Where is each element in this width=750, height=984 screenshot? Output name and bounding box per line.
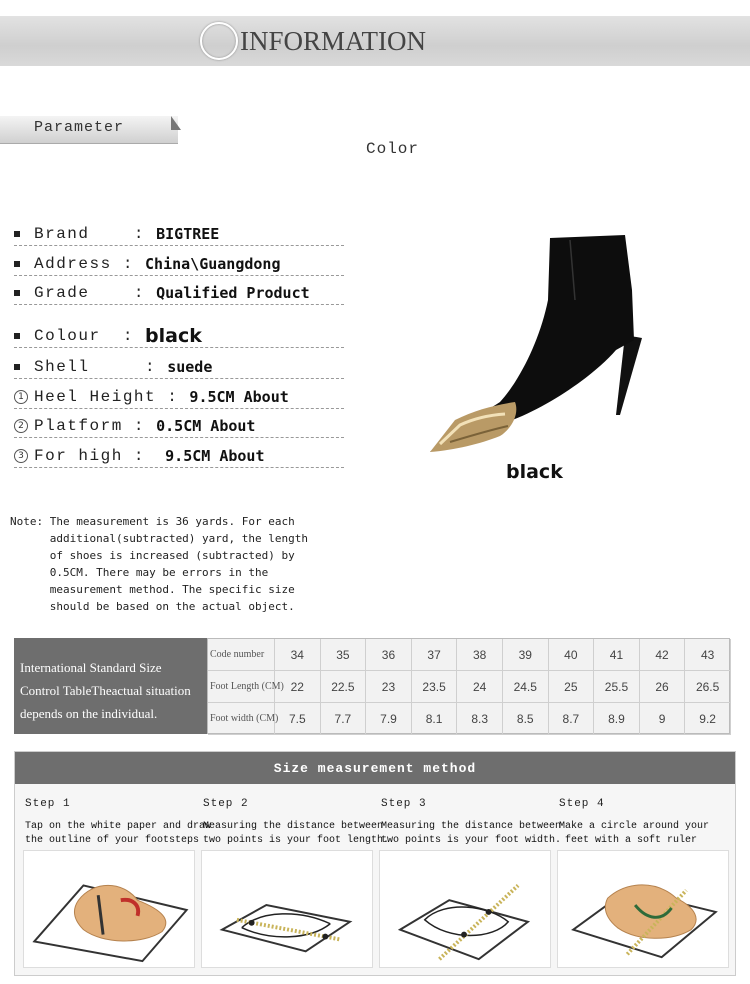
step-title: Step 1	[25, 798, 71, 810]
spec-key: Colour :	[34, 326, 146, 345]
size-row	[208, 639, 731, 671]
spec-row-address	[14, 252, 344, 276]
spec-value: 9.5CM About	[189, 387, 289, 406]
note-line: of shoes is increased (subtracted) by	[10, 549, 295, 562]
banner-circle-icon	[200, 22, 238, 60]
step-4-image	[557, 850, 729, 968]
size-cell: 43	[685, 639, 731, 670]
spec-value: BIGTREE	[156, 224, 220, 243]
caption-line: depends on the individual.	[20, 706, 158, 721]
size-cell: 7.9	[366, 703, 412, 734]
size-cell: 9	[640, 703, 686, 734]
measurement-note	[10, 513, 320, 615]
caption-line: International Standard Size	[20, 660, 162, 675]
size-cell: 8.7	[549, 703, 595, 734]
size-cell: 8.9	[594, 703, 640, 734]
number-2-icon: 2	[14, 419, 28, 433]
size-cell: 26.5	[685, 671, 731, 702]
spec-row-for-high	[14, 444, 344, 468]
size-cell: 8.3	[457, 703, 503, 734]
size-table	[14, 638, 730, 734]
parameter-tab-corner	[171, 116, 181, 130]
size-cell: 34	[275, 639, 321, 670]
spec-key: Address :	[34, 254, 146, 273]
number-1-icon: 1	[14, 390, 28, 404]
step-description: Tap on the white paper and draw the outline of your footsteps	[25, 821, 212, 846]
size-cell: 24.5	[503, 671, 549, 702]
color-label: Color	[366, 140, 420, 158]
step-title: Step 4	[559, 798, 605, 810]
size-cell: 7.5	[275, 703, 321, 734]
bullet-icon	[14, 231, 20, 237]
bullet-icon	[14, 290, 20, 296]
size-measurement-section	[14, 751, 736, 976]
spec-value: 0.5CM About	[156, 416, 256, 435]
size-cell: 39	[503, 639, 549, 670]
size-cell: 26	[640, 671, 686, 702]
size-cell: 42	[640, 639, 686, 670]
step-title: Step 2	[203, 798, 249, 810]
size-cell: 9.2	[685, 703, 731, 734]
section-title: Size measurement method	[15, 752, 735, 784]
size-cell: 36	[366, 639, 412, 670]
caption-line: Control TableTheactual situation	[20, 683, 191, 698]
size-grid	[207, 638, 730, 734]
spec-row-brand	[14, 222, 344, 246]
spec-key: Heel Height :	[34, 387, 190, 406]
product-image	[420, 230, 660, 460]
size-cell: 40	[549, 639, 595, 670]
header-banner	[0, 16, 750, 66]
page-title: INFORMATION	[240, 25, 427, 56]
size-cell: 8.1	[412, 703, 458, 734]
size-cell: 7.7	[321, 703, 367, 734]
spec-row-shell	[14, 355, 344, 379]
step-description: Measuring the distance between two points is your foot width.	[381, 821, 562, 846]
product-color-label: black	[506, 461, 563, 483]
note-line: measurement method. The specific size	[10, 583, 295, 596]
step-description: Make a circle around your feet with a soft ruler	[559, 821, 710, 846]
spec-value: 9.5CM About	[156, 446, 265, 465]
size-cell: 41	[594, 639, 640, 670]
step-1	[25, 798, 212, 852]
spec-value: Qualified Product	[156, 283, 310, 302]
ankle-boot-icon	[420, 230, 660, 460]
step-4	[559, 798, 729, 852]
size-cell: 35	[321, 639, 367, 670]
spec-row-heel-height	[14, 385, 344, 409]
size-cell: 38	[457, 639, 503, 670]
bullet-icon	[14, 333, 20, 339]
size-row-header: Code number	[208, 639, 275, 670]
spec-row-platform	[14, 414, 344, 438]
size-row	[208, 703, 731, 735]
parameter-label: Parameter	[34, 119, 125, 136]
spec-value: black	[145, 324, 202, 347]
spec-value: China\Guangdong	[145, 254, 281, 273]
size-cell: 25.5	[594, 671, 640, 702]
step-1-image	[23, 850, 195, 968]
step-title: Step 3	[381, 798, 427, 810]
foot-length-icon	[202, 851, 372, 967]
size-row	[208, 671, 731, 703]
spec-key: Grade :	[34, 283, 157, 302]
step-3-image	[379, 850, 551, 968]
spec-key: For high :	[34, 446, 157, 465]
spec-row-colour	[14, 324, 344, 348]
spec-key: Shell :	[34, 357, 168, 376]
step-3	[381, 798, 562, 852]
spec-key: Brand :	[34, 224, 157, 243]
size-row-header: Foot width (CM)	[208, 703, 275, 734]
foot-width-icon	[380, 851, 550, 967]
spec-value: suede	[167, 357, 213, 376]
size-cell: 23.5	[412, 671, 458, 702]
size-table-caption	[14, 638, 207, 734]
note-line: 0.5CM. There may be errors in the	[10, 566, 269, 579]
size-row-header: Foot Length (CM)	[208, 671, 275, 702]
size-cell: 23	[366, 671, 412, 702]
size-cell: 22.5	[321, 671, 367, 702]
size-cell: 8.5	[503, 703, 549, 734]
size-cell: 25	[549, 671, 595, 702]
foot-outline-icon	[24, 851, 194, 967]
size-cell: 22	[275, 671, 321, 702]
note-line: additional(subtracted) yard, the length	[10, 532, 309, 545]
note-line: Note: The measurement is 36 yards. For each	[10, 515, 295, 528]
note-line: should be based on the actual object.	[10, 600, 295, 613]
spec-key: Platform :	[34, 416, 157, 435]
spec-row-grade	[14, 281, 344, 305]
step-2-image	[201, 850, 373, 968]
step-description: Measuring the distance between two points is your foot length.	[203, 821, 390, 846]
foot-circle-icon	[558, 851, 728, 967]
size-cell: 24	[457, 671, 503, 702]
step-2	[203, 798, 390, 852]
bullet-icon	[14, 261, 20, 267]
size-cell: 37	[412, 639, 458, 670]
number-3-icon: 3	[14, 449, 28, 463]
bullet-icon	[14, 364, 20, 370]
